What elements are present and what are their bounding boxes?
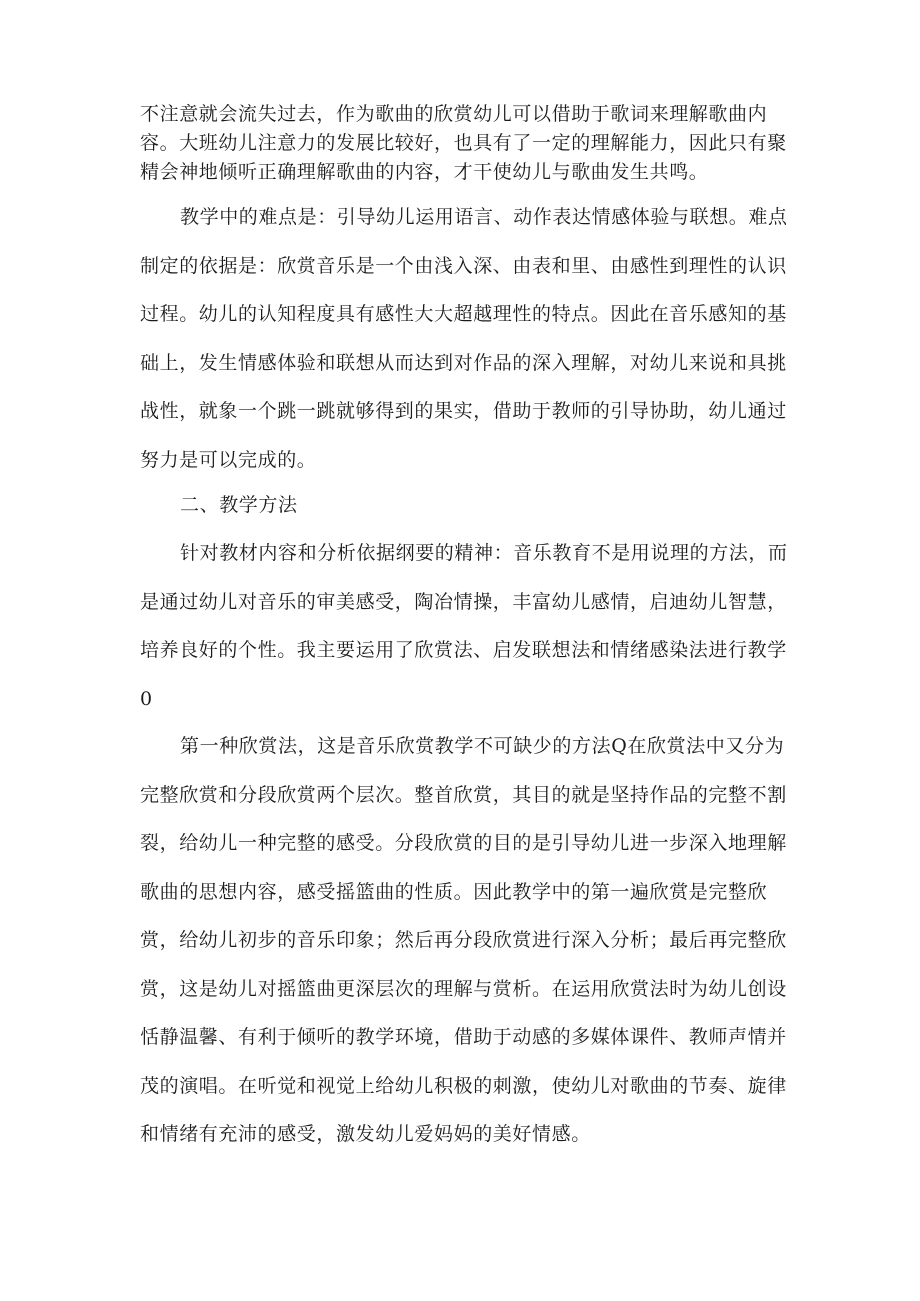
- section-heading-teaching-methods: 二、教学方法: [180, 494, 298, 516]
- paragraph-continuation: 不注意就会流失过去，作为歌曲的欣赏幼儿可以借助于歌词来理解歌曲内容。大班幼儿注意力的发展比较好，也具有了一定的理解能力，因此只有聚精会神地倾听正确理解歌曲的内容，才干使幼儿与歌曲发生共鸣。: [140, 103, 787, 183]
- paragraph-teaching-difficulty: 教学中的难点是：引导幼儿运用语言、动作表达情感体验与联想。难点制定的依据是：欣赏音乐是一个由浅入深、由表和里、由感性到理性的认识过程。幼儿的认知程度具有感性大大超越理性的特点。因此在音乐感知的基础上，发生情感体验和联想从而达到对作品的深入理解，对幼儿来说和具挑战性，就象一个跳一跳就够得到的果实，借助于教师的引导协助，幼儿通过努力是可以完成的。: [140, 206, 788, 471]
- paragraph-teaching-methods: 针对教材内容和分析依据纲要的精神：音乐教育不是用说理的方法，而是通过幼儿对音乐的审美感受，陶冶情操，丰富幼儿感情，启迪幼儿智慧，培养良好的个性。我主要运用了欣赏法、启发联想法和情绪感染法进行教学0: [140, 542, 788, 710]
- paragraph-appreciation-method: 第一种欣赏法，这是音乐欣赏教学不可缺少的方法Q在欣赏法中又分为完整欣赏和分段欣赏两个层次。整首欣赏，其目的就是坚持作品的完整不割裂，给幼儿一种完整的感受。分段欣赏的目的是引导幼儿进一步深入地理解歌曲的思想内容，感受摇篮曲的性质。因此教学中的第一遍欣赏是完整欣赏，给幼儿初步的音乐印象；然后再分段欣赏进行深入分析；最后再完整欣赏，这是幼儿对摇篮曲更深层次的理解与赏析。在运用欣赏法时为幼儿创设恬静温馨、有利于倾听的教学环境，借助于动感的多媒体课件、教师声情并茂的演唱。在听觉和视觉上给幼儿积极的刺激，使幼儿对歌曲的节奏、旋律和情绪有充沛的感受，激发幼儿爱妈妈的美好情感。: [140, 735, 787, 1145]
